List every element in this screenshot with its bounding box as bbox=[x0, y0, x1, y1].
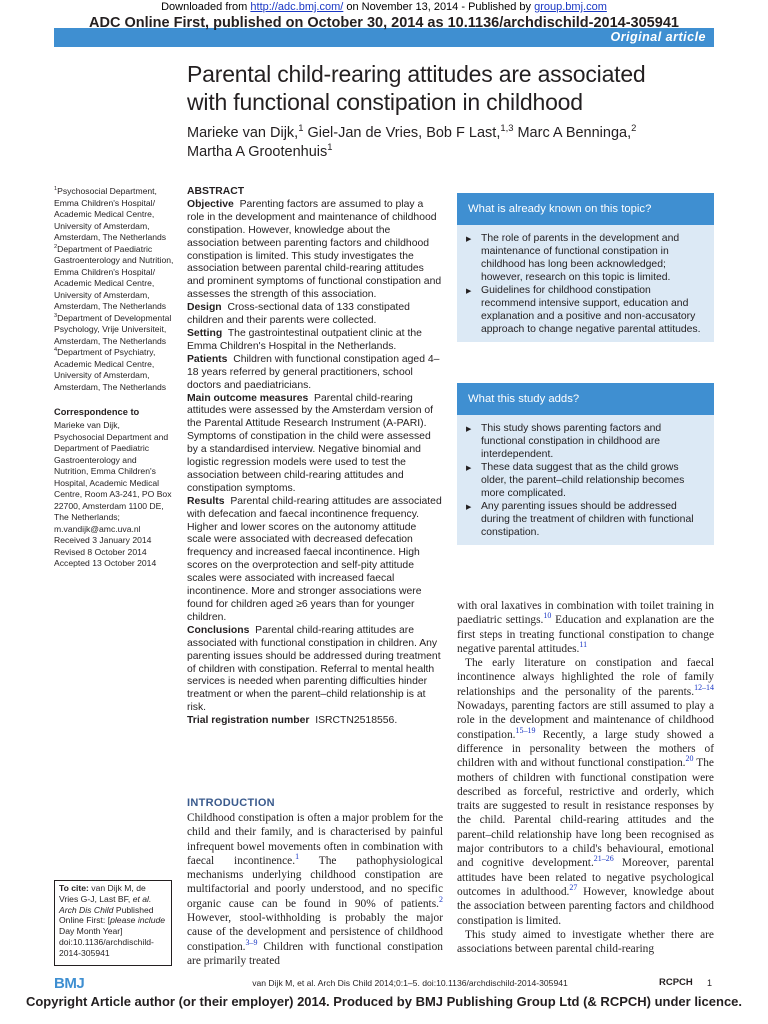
aff-sup: 1 bbox=[54, 186, 58, 193]
abstract-section bbox=[187, 354, 443, 393]
abstract-section bbox=[187, 199, 443, 302]
download-middle: on November 13, 2014 - Published by bbox=[343, 1, 535, 13]
body-text: The mothers of children with functional constipation were described as forceful, restrictive and orderly, which traits are suggested to result in resistance responses by the child. Parental child-rearing attitudes and the parent–child relationship have long been recognised as major contributors to a child's behavioural, emotional and cognitive development. bbox=[457, 757, 714, 870]
aff-sup: 3 bbox=[54, 312, 58, 319]
body-text: However, knowledge about the association between parenting factors and childhood constipation is limited. bbox=[457, 885, 714, 927]
page-citation: van Dijk M, et al. Arch Dis Child 2014;0:1–5. doi:10.1136/archdischild-2014-305941 bbox=[252, 978, 568, 988]
body-text: Recently, a large study showed a difference in personality between the mothers of children with and without functional constipation. bbox=[457, 728, 714, 770]
reference-link[interactable]: 15–19 bbox=[515, 725, 536, 735]
date-revised: Revised 8 October 2014 bbox=[54, 546, 147, 557]
download-prefix: Downloaded from bbox=[161, 1, 251, 13]
affiliation bbox=[54, 347, 174, 393]
reference-link[interactable]: 10 bbox=[543, 611, 552, 621]
rcpch-logo: RCPCH bbox=[659, 977, 693, 988]
author: Marieke van Dijk, bbox=[187, 125, 299, 141]
author-sup: 1,3 bbox=[500, 122, 514, 134]
body-text: Nowadays, parenting factors are still assumed to play a role in the development and maintenance of childhood constipation. bbox=[457, 700, 714, 741]
reference-link[interactable]: 11 bbox=[579, 640, 588, 650]
reference-link[interactable]: 1 bbox=[295, 852, 300, 862]
online-first-banner: ADC Online First, published on October 30, 2014 as 10.1136/archdischild-2014-305941 bbox=[89, 15, 679, 31]
abstract-text: Parenting factors are assumed to play a role in the development and maintenance of childhood constipation. However, knowledge about the association between parenting factors and childhood constipation is limited. This study investigates the association between parental child-rearing attitudes and prominent symptoms of functional constipation and assesses the strength of this association. bbox=[187, 198, 442, 301]
author-sup: 1 bbox=[327, 141, 333, 153]
known-box-heading: What is already known on this topic? bbox=[457, 193, 714, 225]
known-box-item: ▶ The role of parents in the development and maintenance of functional constipation in childhood has long been acknowledged; however, research on this topic is limited. bbox=[481, 232, 706, 284]
cite-box bbox=[54, 880, 172, 966]
author: Giel-Jan de Vries, Bob F Last, bbox=[303, 125, 501, 141]
copyright-notice: Copyright Article author (or their employer) 2014. Produced by BMJ Publishing Group Ltd (& RCPCH) under licence. bbox=[25, 994, 743, 1009]
date-received: Received 3 January 2014 bbox=[54, 535, 152, 545]
abstract-section bbox=[187, 328, 443, 354]
reference-link[interactable]: 21–26 bbox=[593, 854, 614, 864]
adds-box-item: ▶ This study shows parenting factors and functional constipation in childhood are interdependent. bbox=[481, 422, 706, 461]
correspondence-email[interactable]: m.vandijk@amc.uva.nl bbox=[54, 523, 141, 534]
bmj-logo: BMJ bbox=[54, 975, 85, 992]
abstract-label: Patients bbox=[187, 353, 228, 365]
section-tag: Original article bbox=[610, 30, 706, 44]
abstract-heading: ABSTRACT bbox=[187, 186, 245, 197]
body-text: The pathophysiological mechanisms underlying childhood constipation are multifactorial and poorly understood, and no specific organic cause can be found in 90% of patients. bbox=[187, 854, 443, 910]
known-box bbox=[457, 193, 714, 342]
cite-text: Published Online First: [ bbox=[59, 904, 154, 926]
introduction-heading: INTRODUCTION bbox=[187, 797, 275, 809]
body-text: The early literature on constipation and faecal incontinence always highlighted the role of family relationships and the personality of the parents. bbox=[457, 657, 714, 698]
abstract-label: Setting bbox=[187, 327, 223, 339]
aff-text: Department of Paediatric Gastroenterology and Nutrition, Emma Children's Hospital/ Academic Medical Centre, University of Amsterdam, Amsterdam, The Netherlands bbox=[54, 243, 174, 311]
article-title: Parental child-rearing attitudes are associated with functional constipation in childhood bbox=[187, 61, 646, 115]
intro-column-1 bbox=[187, 811, 443, 968]
affiliations bbox=[54, 186, 174, 393]
adds-box-heading: What this study adds? bbox=[457, 383, 714, 415]
abstract-label: Design bbox=[187, 302, 222, 314]
known-box-list bbox=[457, 225, 714, 342]
abstract-section bbox=[187, 625, 443, 715]
abstract-section bbox=[187, 393, 443, 496]
adds-box bbox=[457, 383, 714, 545]
cite-journal: Arch Dis Child bbox=[59, 904, 114, 915]
author-list bbox=[187, 124, 647, 162]
body-text: Moreover, parental attitudes have been related to negative psychological outcomes in adulthood. bbox=[457, 857, 714, 898]
abstract-label: Results bbox=[187, 495, 225, 507]
intro-paragraph bbox=[457, 656, 714, 928]
reference-link[interactable]: 2 bbox=[439, 894, 443, 904]
aff-sup: 2 bbox=[54, 243, 58, 250]
abstract-section bbox=[187, 715, 443, 728]
reference-link[interactable]: 20 bbox=[685, 754, 694, 764]
author-sup: 2 bbox=[631, 122, 637, 134]
body-text: This study aimed to investigate whether there are associations between parental child-rearing bbox=[457, 928, 714, 956]
known-box-item: ▶ Guidelines for childhood constipation recommend intensive support, education and explanation and a positive and non-accusatory approach to change negative parental attitudes. bbox=[481, 284, 706, 336]
affiliation bbox=[54, 186, 174, 244]
abstract-section bbox=[187, 302, 443, 328]
body-text: Children with functional constipation are primarily treated bbox=[187, 940, 443, 967]
correspondence-heading: Correspondence to bbox=[54, 407, 140, 417]
abstract-text: Children with functional constipation aged 4–18 years referred by general practitioners, school doctors and paediatricians. bbox=[187, 353, 440, 391]
affiliation bbox=[54, 313, 174, 348]
aff-text: Department of Developmental Psychology, Vrije Universiteit, Amsterdam, The Netherlands bbox=[54, 312, 172, 346]
abstract bbox=[187, 186, 443, 728]
aff-text: Department of Psychiatry, Academic Medical Centre, University of Amsterdam, Amsterdam, The Netherlands bbox=[54, 347, 167, 392]
cite-label: To cite: bbox=[59, 883, 89, 893]
reference-link[interactable]: 12–14 bbox=[694, 682, 714, 692]
abstract-text: Parental child-rearing attitudes were assessed by the Amsterdam version of the Parental Attitude Research Instrument (A-PARI). Symptoms of constipation in the child were assessed by a standardised interview. Negative binomial and logistic regression models were used to test the association between child-rearing attitudes and constipation symptoms. bbox=[187, 392, 434, 494]
publisher-link[interactable]: group.bmj.com bbox=[534, 1, 607, 13]
article-dates bbox=[54, 535, 174, 570]
adds-box-list bbox=[457, 415, 714, 545]
abstract-label: Trial registration number bbox=[187, 715, 310, 727]
intro-paragraph bbox=[457, 928, 714, 957]
site-link[interactable]: http://adc.bmj.com/ bbox=[250, 1, 344, 13]
abstract-label: Objective bbox=[187, 198, 234, 210]
cite-text: Day Month Year] doi:10.1136/archdischild-2014-305941 bbox=[59, 926, 154, 958]
abstract-text: Parental child-rearing attitudes are associated with defecation and faecal incontinence frequency. Higher and lower scores on the autonomy attitude scale were associated with decreased defecation frequency and increased faecal incontinence. High scores on the overprotection and self-pity attitude scales were associated with increased faecal incontinence. More and stronger associations were found for children aged ≥6 years than for younger children. bbox=[187, 495, 442, 623]
intro-column-2 bbox=[457, 599, 714, 956]
abstract-text: ISRCTN2518556. bbox=[315, 715, 398, 727]
abstract-label: Main outcome measures bbox=[187, 392, 309, 404]
correspondence-text: Marieke van Dijk, Psychosocial Department and Department of Paediatric Gastroenterology and Nutrition, Emma Children's Hospital, Academic Medical Centre, Room A3-241, PO Box 22700, Amsterdam 1100 DE, The Netherlands; bbox=[54, 420, 172, 522]
affiliation bbox=[54, 244, 174, 313]
body-text: with oral laxatives in combination with toilet training in paediatric settings. bbox=[457, 600, 714, 627]
download-line bbox=[0, 0, 768, 14]
aff-text: Psychosocial Department, Emma Children's Hospital/ Academic Medical Centre, University of Amsterdam, Amsterdam, The Netherlands bbox=[54, 186, 167, 242]
abstract-text: Cross-sectional data of 133 constipated children and their parents were collected. bbox=[187, 302, 410, 327]
abstract-section bbox=[187, 496, 443, 625]
abstract-text: Parental child-rearing attitudes are associated with functional constipation in children. Any parenting issues should be addressed during treatment of children with constipation. Referral to mental health services is needed when parenting difficulties hinder treatment or when the parent–child relationship is at risk. bbox=[187, 624, 441, 714]
author: Marc A Benninga, bbox=[513, 125, 632, 141]
adds-box-item: ▶ These data suggest that as the child grows older, the parent–child relationship becomes more complicated. bbox=[481, 461, 706, 500]
author-sup: 1 bbox=[298, 122, 304, 134]
reference-link[interactable]: 3–9 bbox=[245, 937, 258, 947]
intro-paragraph bbox=[457, 599, 714, 656]
abstract-text: The gastrointestinal outpatient clinic at the Emma Children's Hospital in the Netherlands. bbox=[187, 327, 422, 352]
cite-placeholder: please include bbox=[110, 915, 166, 926]
aff-sup: 4 bbox=[54, 347, 58, 354]
cite-etal: et al. bbox=[132, 893, 152, 904]
cite-text: van Dijk M, de Vries G-J, Last BF, bbox=[59, 883, 146, 904]
intro-paragraph bbox=[187, 811, 443, 968]
body-text: Childhood constipation is often a major problem for the child and their family, and is characterised by painful infrequent bowel movements often in combination with faecal incontinence. bbox=[187, 812, 443, 867]
body-text: Education and explanation are the first steps in treating functional constipation to change negative parental attitudes. bbox=[457, 614, 714, 655]
reference-link[interactable]: 27 bbox=[569, 883, 578, 893]
correspondence bbox=[54, 420, 172, 535]
body-text: However, stool-withholding is probably the major cause of the development and persistence of childhood constipation. bbox=[187, 912, 443, 953]
author: Martha A Grootenhuis bbox=[187, 144, 328, 160]
abstract-label: Conclusions bbox=[187, 624, 250, 636]
date-accepted: Accepted 13 October 2014 bbox=[54, 558, 157, 568]
adds-box-item: ▶ Any parenting issues should be addressed during the treatment of children with functional constipation. bbox=[481, 500, 706, 539]
page-number: 1 bbox=[707, 978, 713, 988]
